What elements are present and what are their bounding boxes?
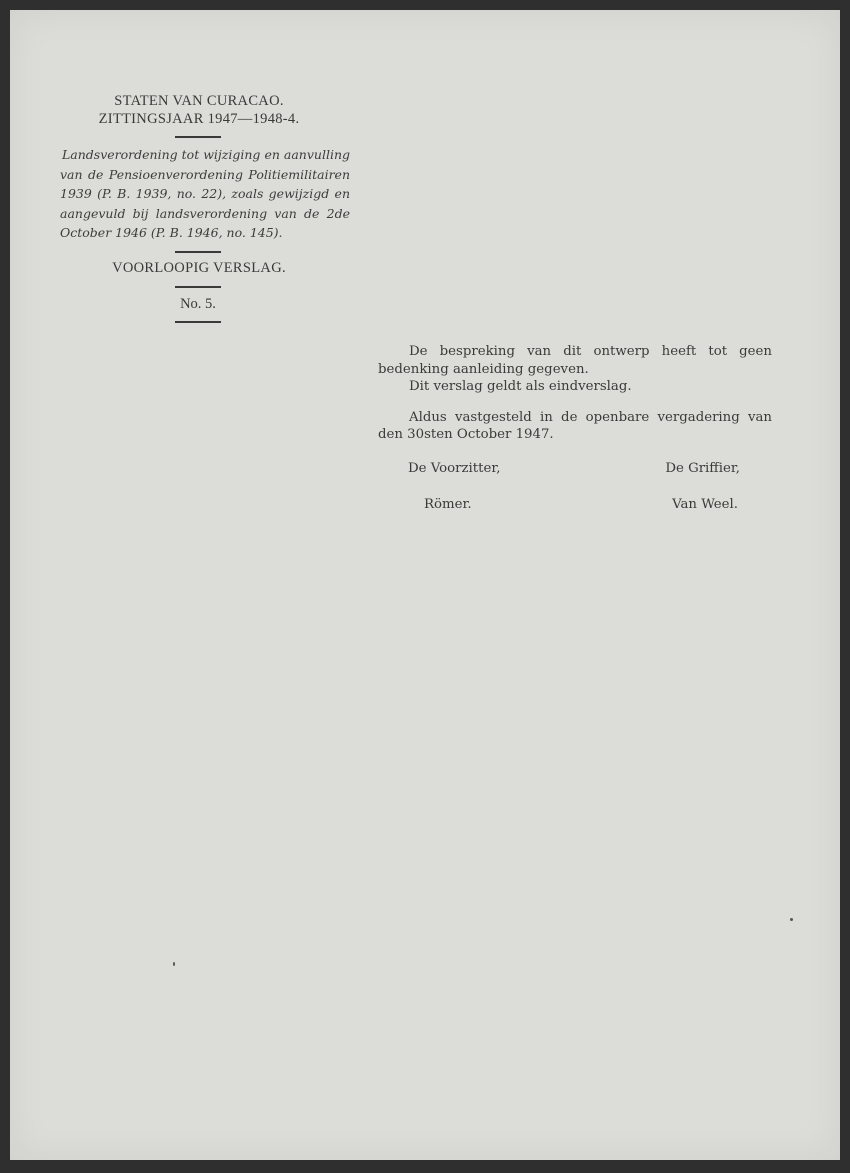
- signature-names: [378, 496, 772, 516]
- clerk-title: De Griffier,: [665, 460, 740, 476]
- ordinance-subject: Landsverordening tot wijziging en aanvulling van de Pensioenverordening Politiemilitairen 1939 (P. B. 1939, no. 22), zoals gewijzigd en aangevuld bij landsverordening van de 2de October 1946 (P. B. 1946, no. 145).: [60, 147, 350, 240]
- title-divider: [175, 286, 221, 288]
- clerk-name: Van Weel.: [672, 496, 738, 512]
- report-body: [378, 343, 772, 516]
- paper-speck: [790, 918, 793, 921]
- body-paragraph-3: Aldus vastgesteld in de openbare vergadering van den 30sten October 1947.: [378, 409, 772, 442]
- signature-titles: [378, 460, 772, 480]
- subject-divider: [175, 251, 221, 253]
- assembly-name: STATEN VAN CURACAO.: [114, 93, 284, 109]
- chair-title: De Voorzitter,: [408, 460, 501, 476]
- header-divider: [175, 136, 221, 138]
- chair-name: Römer.: [424, 496, 472, 512]
- paper-speck: [173, 962, 175, 966]
- number-divider: [175, 321, 221, 323]
- body-paragraph-1: De bespreking van dit ontwerp heeft tot geen bedenking aanleiding gegeven.: [378, 344, 772, 377]
- body-paragraph-2: Dit verslag geldt als eindverslag.: [409, 379, 632, 394]
- document-number: No. 5.: [180, 295, 216, 312]
- document-header-block: [58, 92, 350, 330]
- report-title: VOORLOOPIG VERSLAG.: [112, 259, 286, 276]
- session-year: ZITTINGSJAAR 1947—1948-4.: [98, 111, 300, 127]
